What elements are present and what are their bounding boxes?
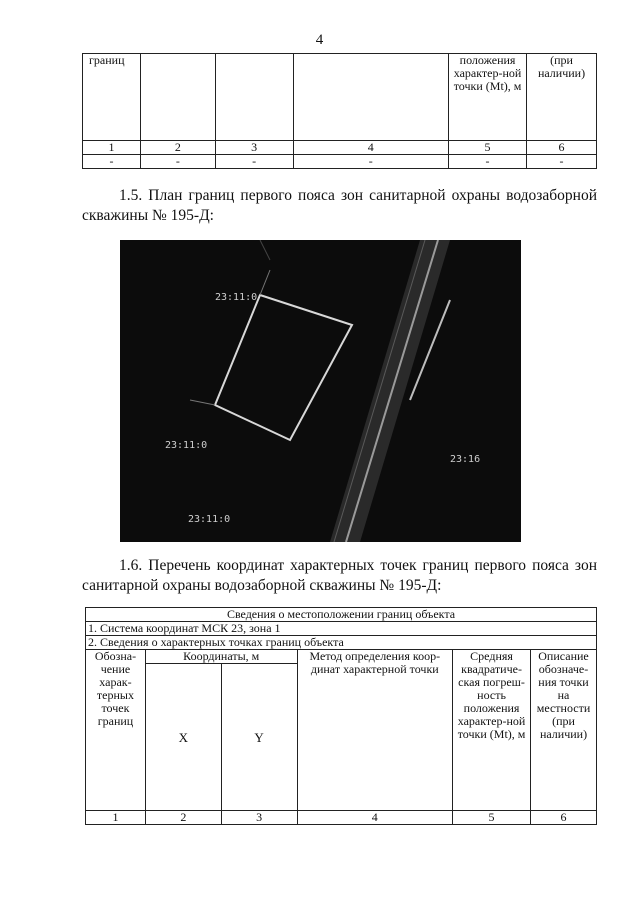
- map-label: 23:11:0: [215, 292, 258, 303]
- table-row: [86, 608, 597, 622]
- table-row: [86, 622, 597, 636]
- table-cell: 3: [221, 811, 297, 825]
- table-cell: 1: [83, 141, 141, 155]
- table-row: [86, 636, 597, 650]
- header-y: Y: [221, 664, 297, 811]
- table-cell: 6: [527, 141, 597, 155]
- table-cell: 1: [86, 811, 146, 825]
- table-cell: 3: [215, 141, 293, 155]
- table-row: [86, 811, 597, 825]
- table-cell: 5: [449, 141, 527, 155]
- table-row: [86, 650, 597, 664]
- table-cell: (при наличии): [527, 54, 597, 141]
- boundary-plan-svg: [120, 240, 521, 542]
- section-1-5-text: 1.5. План границ первого пояса зон санитарной охраны водозаборной скважины № 195-Д:: [82, 187, 597, 224]
- header-mean-error: Средняя квадратиче-ская погреш-ность положения характер-ной точки (Mt), м: [453, 650, 531, 811]
- page-number: 4: [315, 32, 324, 48]
- table-cell: 4: [297, 811, 453, 825]
- section-1-5-heading: [82, 186, 597, 226]
- table-cell: -: [83, 155, 141, 169]
- table-cell: границ: [83, 54, 141, 141]
- table-cell: -: [215, 155, 293, 169]
- header-description: Описание обозначе-ния точки на местности (при наличии): [531, 650, 597, 811]
- table-cell: [215, 54, 293, 141]
- table-cell: -: [527, 155, 597, 169]
- header-x: X: [145, 664, 221, 811]
- map-label: 23:16: [450, 454, 481, 465]
- points-info-row: 2. Сведения о характерных точках границ объекта: [86, 636, 597, 650]
- table-row: [83, 155, 597, 169]
- header-method: Метод определения коор-динат характерной точки: [297, 650, 453, 811]
- table-cell: -: [140, 155, 215, 169]
- table-cell: -: [293, 155, 449, 169]
- table-cell: 2: [140, 141, 215, 155]
- table-cell: 5: [453, 811, 531, 825]
- table-cell: [293, 54, 449, 141]
- header-coordinates: Координаты, м: [145, 650, 297, 664]
- table-row: [83, 141, 597, 155]
- boundary-plan-image: [120, 240, 521, 542]
- table-cell: -: [449, 155, 527, 169]
- table-row: [83, 54, 597, 141]
- table-cell: 2: [145, 811, 221, 825]
- section-1-6-heading: [82, 556, 597, 596]
- map-label: 23:11:0: [188, 514, 231, 525]
- table-cell: 4: [293, 141, 449, 155]
- table-cell: 6: [531, 811, 597, 825]
- coordinates-table: [85, 607, 597, 825]
- coordinate-system-row: 1. Система координат МСК 23, зона 1: [86, 622, 597, 636]
- header-point-designation: Обозна-чение харак-терных точек границ: [86, 650, 146, 811]
- table-title: Сведения о местоположении границ объекта: [86, 608, 597, 622]
- continued-table: [82, 53, 597, 169]
- map-label: 23:11:0: [165, 440, 208, 451]
- table-cell: [140, 54, 215, 141]
- section-1-6-text: 1.6. Перечень координат характерных точек границ первого пояса зон санитарной охраны водозаборной скважины № 195-Д:: [82, 557, 597, 594]
- table-cell: положения характер-ной точки (Mt), м: [449, 54, 527, 141]
